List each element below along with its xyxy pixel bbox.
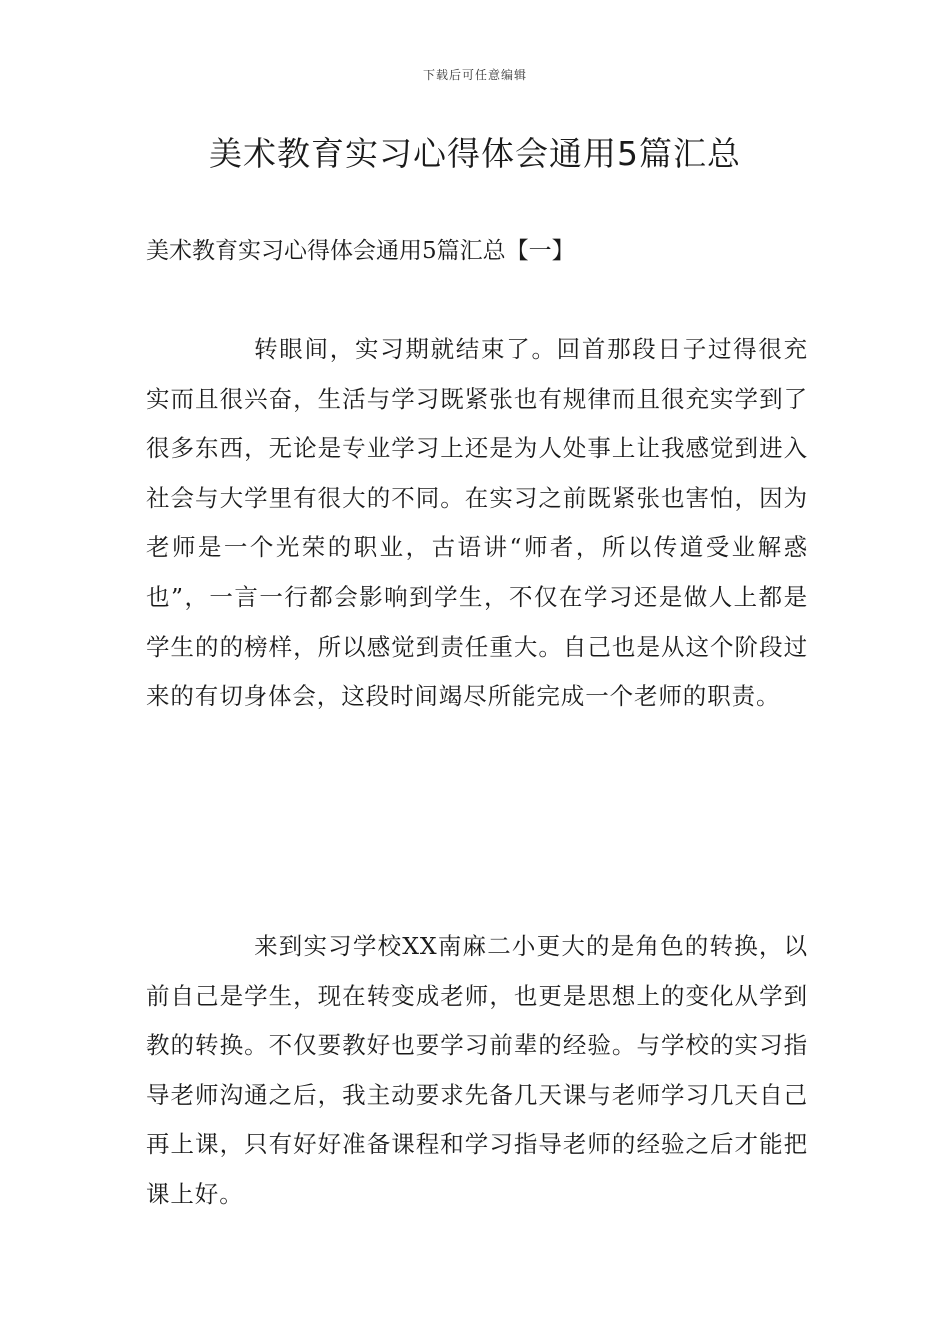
body-paragraph: 转眼间，实习期就结束了。回首那段日子过得很充实而且很兴奋，生活与学习既紧张也有规律而且很充实学到了很多东西，无论是专业学习上还是为人处事上让我感觉到进入社会与大学里有很大的不同。在实习之前既紧张也害怕，因为老师是一个光荣的职业，古语讲“师者，所以传道受业解惑也”，一言一行都会影响到学生，不仅在学习还是做人上都是学生的的榜样，所以感觉到责任重大。自己也是从这个阶段过来的有切身体会，这段时间竭尽所能完成一个老师的职责。: [146, 335, 808, 711]
section-heading: 美术教育实习心得体会通用5篇汇总【一】: [146, 238, 575, 264]
body-paragraph: 来到实习学校XX南麻二小更大的是角色的转换，以前自己是学生，现在转变成老师，也更是思想上的变化从学到教的转换。不仅要教好也要学习前辈的经验。与学校的实习指导老师沟通之后，我主动要求先备几天课与老师学习几天自己再上课，只有好好准备课程和学习指导老师的经验之后才能把课上好。: [146, 932, 808, 1208]
document-title: 美术教育实习心得体会通用5篇汇总: [209, 134, 741, 173]
header-note: 下载后可任意编辑: [422, 68, 527, 82]
